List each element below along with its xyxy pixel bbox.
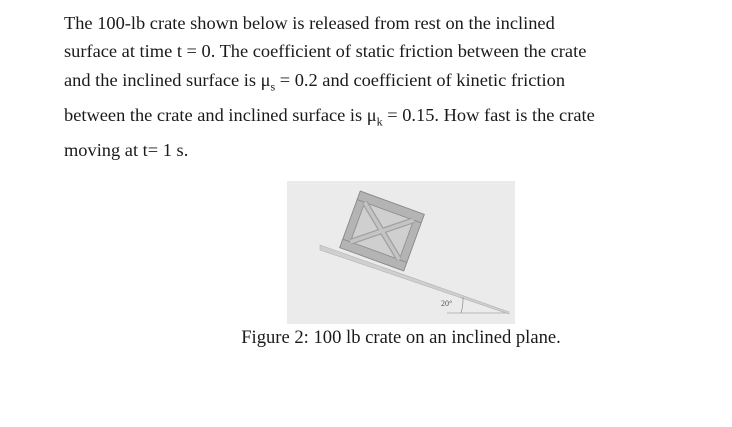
problem-line-5: moving at t= 1 s. [64,139,189,160]
inclined-plane-figure [287,181,515,324]
problem-line-2: surface at time t = 0. The coefficient of static friction between the crate [64,41,587,62]
angle-label: 20° [441,299,453,308]
problem-line-1: The 100-lb crate shown below is released from rest on the inclined [64,13,555,33]
problem-line-3: and the inclined surface is $\mu_s = 0.2$ and coefficient of kinetic friction [64,69,566,94]
problem-statement [64,9,704,164]
figure-caption: Figure 2: 100 lb crate on an inclined plane. [241,327,561,348]
mu-k-subscript: k [376,114,383,129]
problem-line-4: between the crate and inclined surface is $\mu_k = 0.15$. How fast is the crate [64,104,595,129]
mu-s-subscript: s [270,79,276,94]
